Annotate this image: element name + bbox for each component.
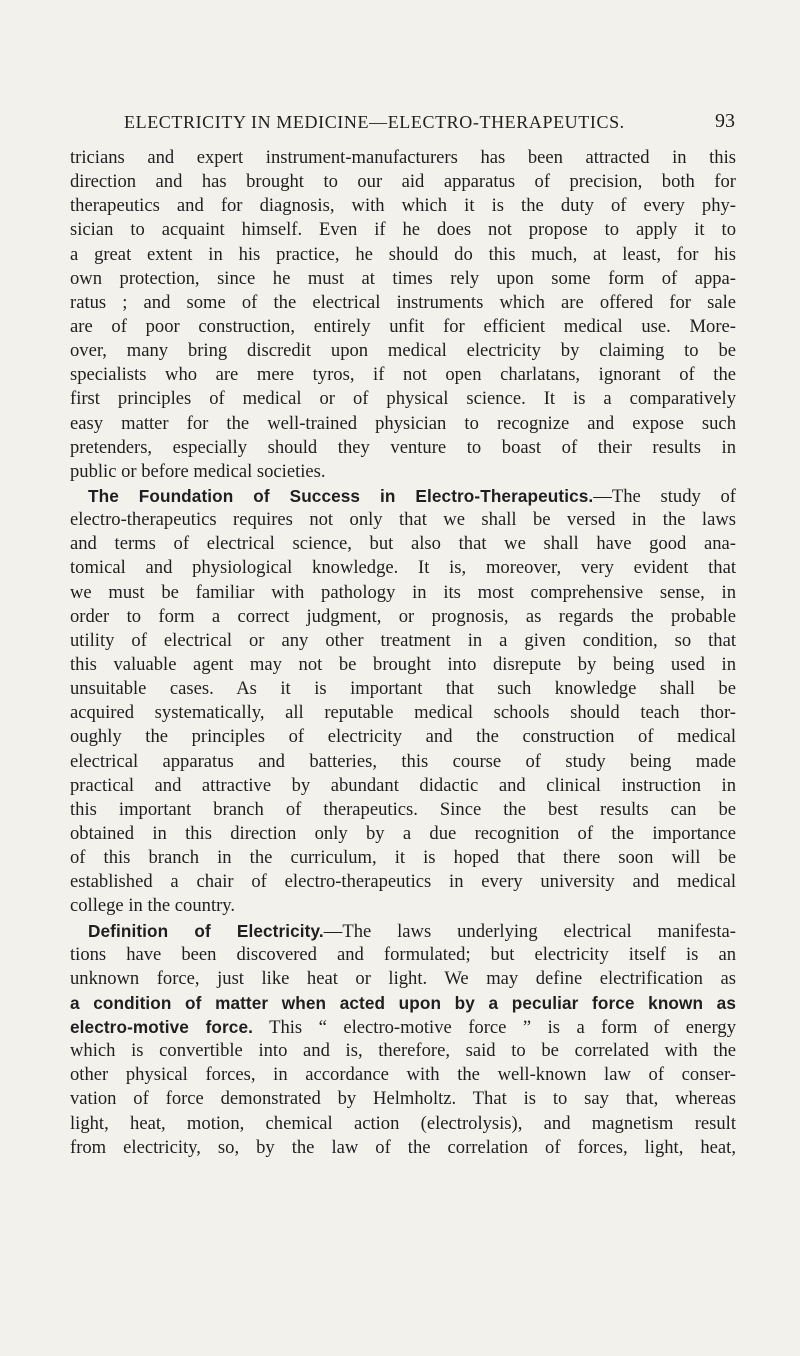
text-line: college in the country.: [70, 895, 236, 917]
text-line: unsuitable cases. As it is important that such knowledge shall be: [70, 678, 736, 700]
text-line: we must be familiar with pathology in its most comprehensive sense, in: [70, 581, 736, 603]
text-line: are of poor construction, entirely unfit for efficient medical use. More-: [70, 315, 736, 337]
text-line: first principles of medical or of physical science. It is a comparatively: [70, 388, 736, 410]
text-line: a great extent in his practice, he should do this much, at least, for his: [70, 243, 736, 265]
section-heading: The Foundation of Success in Electro-Therapeutics.: [88, 485, 594, 506]
text-line: from electricity, so, by the law of the correlation of forces, light, heat,: [70, 1136, 736, 1158]
text-line: acquired systematically, all reputable medical schools should teach thor-: [70, 702, 736, 724]
text-line: over, many bring discredit upon medical electricity by claiming to be: [70, 340, 736, 362]
text-line: practical and attractive by abundant didactic and clinical instruction in: [70, 774, 736, 796]
running-head: ELECTRICITY IN MEDICINE—ELECTRO-THERAPEUTICS.: [124, 112, 625, 132]
text-line: oughly the principles of electricity and the construction of medical: [70, 726, 736, 748]
text-line: other physical forces, in accordance with the well-known law of conser-: [70, 1064, 736, 1086]
heading-continuation: —The laws underlying electrical manifesta-: [323, 920, 737, 942]
text-line: direction and has brought to our aid apparatus of precision, both for: [70, 171, 736, 193]
text-line: electrical apparatus and batteries, this course of study being made: [70, 750, 736, 772]
text-line: easy matter for the well-trained physician to recognize and expose such: [70, 412, 736, 434]
text-line: specialists who are mere tyros, if not open charlatans, ignorant of the: [70, 364, 736, 386]
text-line: obtained in this direction only by a due recognition of the importance: [70, 822, 736, 844]
text-line: utility of electrical or any other treatment in a given condition, so that: [70, 629, 736, 651]
emphasis-line: [70, 1015, 736, 1039]
text-line: pretenders, especially should they venture to boast of their results in: [70, 436, 736, 458]
text-line: tomical and physiological knowledge. It is, moreover, very evident that: [70, 557, 736, 579]
text-line: vation of force demonstrated by Helmholtz. That is to say that, whereas: [70, 1088, 736, 1110]
text-line: established a chair of electro-therapeutics in every university and medical: [70, 871, 736, 893]
text-line: this important branch of therapeutics. Since the best results can be: [70, 798, 736, 820]
text-line: light, heat, motion, chemical action (electrolysis), and magnetism result: [70, 1112, 736, 1134]
text-line: unknown force, just like heat or light. We may define electrification as: [70, 967, 736, 989]
text-line: tricians and expert instrument-manufacturers has been attracted in this: [70, 147, 736, 168]
text-line: which is convertible into and is, therefore, said to be correlated with the: [70, 1040, 736, 1062]
text-line: public or before medical societies.: [70, 460, 326, 482]
emphasis-text: electro-motive force.: [70, 1017, 253, 1038]
emphasis-text: a condition of matter when acted upon by a peculiar force known as: [70, 992, 736, 1013]
emphasis-continuation: This “ electro-motive force ” is a form of energy: [252, 1017, 736, 1039]
text-line: tions have been discovered and formulated; but electricity itself is an: [70, 943, 736, 965]
text-line: own protection, since he must at times rely upon some form of appa-: [70, 267, 736, 289]
emphasis-line: [70, 991, 736, 1015]
text-line: therapeutics and for diagnosis, with which it is the duty of every phy-: [70, 195, 736, 217]
text-line: of this branch in the curriculum, it is hoped that there soon will be: [70, 847, 736, 869]
section-heading-line: [70, 484, 736, 508]
text-line: electro-therapeutics requires not only that we shall be versed in the laws: [70, 509, 736, 531]
section-heading: Definition of Electricity.: [88, 920, 324, 941]
page-number: 93: [715, 110, 735, 132]
text-line: sician to acquaint himself. Even if he does not propose to apply it to: [70, 219, 736, 241]
text-line: ratus ; and some of the electrical instruments which are offered for sale: [70, 291, 736, 313]
text-line: order to form a correct judgment, or prognosis, as regards the probable: [70, 605, 736, 627]
heading-continuation: —The study of: [593, 485, 736, 507]
body-text: [70, 146, 736, 1160]
text-line: this valuable agent may not be brought into disrepute by being used in: [70, 653, 736, 675]
section-heading-line: [70, 919, 736, 943]
text-line: and terms of electrical science, but also that we shall have good ana-: [70, 533, 736, 555]
